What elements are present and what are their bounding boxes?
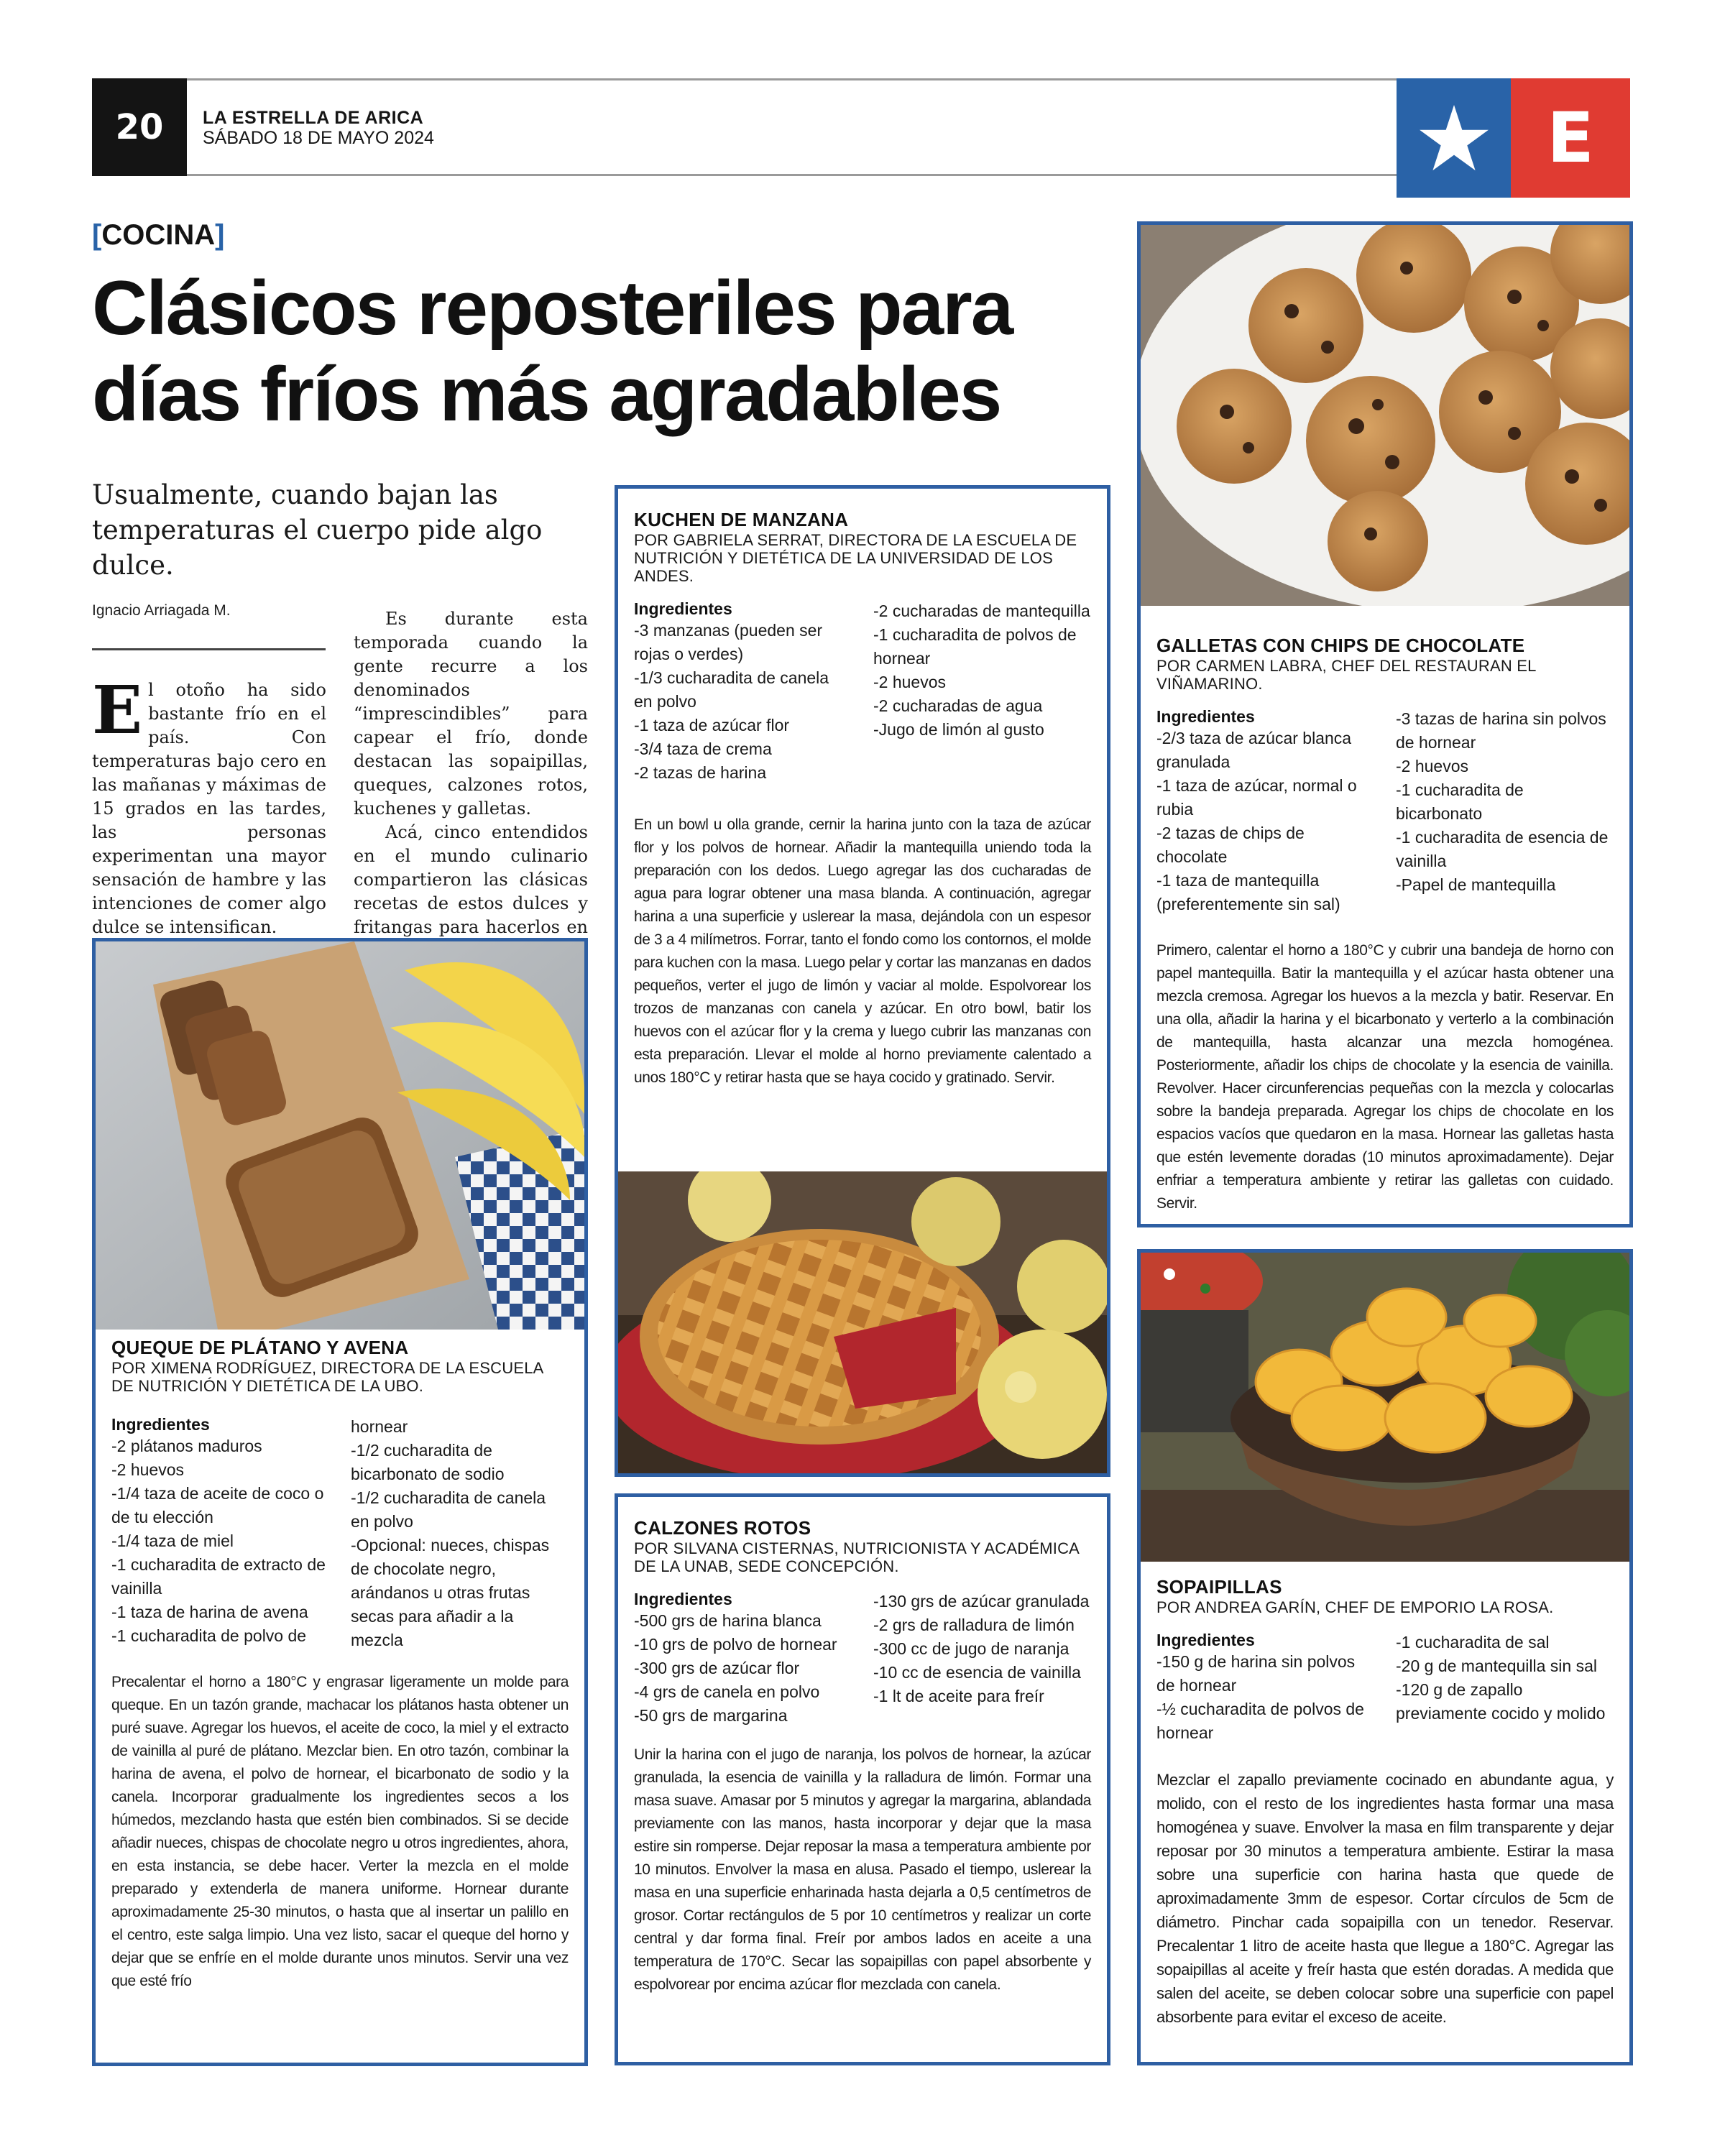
intro-paragraph-2: Acá, cinco entendidos en el mundo culinario compartieron las clásicas recetas de estos dulces y fritangas para hacerlos en (354, 821, 588, 964)
ingredient-item: -10 grs de polvo de hornear (634, 1635, 837, 1654)
star-icon (1397, 78, 1511, 198)
ingredient-item: -1/4 taza de miel (111, 1531, 234, 1550)
ingredient-item: -2 cucharadas de mantequilla (873, 602, 1090, 620)
ingredient-item: -20 g de mantequilla sin sal (1396, 1657, 1597, 1675)
recipe-author: POR GABRIELA SERRAT, DIRECTORA DE LA ESCUELA DE NUTRICIÓN Y DIETÉTICA DE LA UNIVERSIDAD DE LOS ANDES. (634, 531, 1077, 585)
recipe-instructions: Mezclar el zapallo previamente cocinado en abundante agua, y molido, con el resto de los ingredientes hasta formar una masa homogénea y suave. Envolver la masa en film transparente y dejar reposar por 30 minutos a temperatura ambiente. Estirar la masa sobre una superficie con harina hasta que quede de aproximadamente 3mm de espesor. Cortar círculos de 5cm de diámetro. Pinchar cada sopaipilla con un tenedor. Reservar. Precalentar 1 litro de aceite hasta que llegue a 180°C. Agregar las sopaipillas al aceite y freír hasta que estén doradas. A medida que salen del aceite, se deben colocar sobre una superficie con papel absorbente para evitar el exceso de aceite. (1156, 1771, 1614, 2026)
ingredient-item: -1 cucharadita de bicarbonato (1396, 780, 1524, 823)
ingredient-item: -50 grs de margarina (634, 1706, 788, 1725)
recipe-instructions: En un bowl u olla grande, cernir la harina junto con la taza de azúcar flor y los polvos de hornear. Añadir la mantequilla uniendo toda la preparación con los dedos. Luego agregar las dos cucharadas de agua para lograr obtener una masa blanda. A continuación, agregar harina a una superficie y uslerear la masa, dejándola con un espesor de 3 a 4 milímetros. Forrar, tanto el fondo como los contornos, el molde para kuchen con la masa. Luego pelar y cortar las manzanas en dados pequeños, verter el jugo de limón y vaciar al molde. Espolvorear los trozos de manzanas con canela y azúcar. En otro bowl, batir los huevos con el azúcar flor y la crema y luego cubrir las manzanas con esta preparación. Llevar el molde al horno previamente calentado a unos 180°C y retirar hasta que se haya cocido y gratinado. Servir. (634, 816, 1091, 1086)
ingredient-item: -2 plátanos maduros (111, 1437, 262, 1455)
ingredient-item: -2 grs de ralladura de limón (873, 1616, 1075, 1634)
page-number: 20 (92, 78, 187, 176)
ingredient-item: -Jugo de limón al gusto (873, 720, 1044, 739)
header-rule-top (92, 78, 1397, 80)
recipe-box-queque (92, 938, 588, 2066)
ingredient-item: -2/3 taza de azúcar blanca granulada (1156, 729, 1352, 771)
ingredient-item: -130 grs de azúcar granulada (873, 1592, 1090, 1611)
ingredients-heading: Ingredientes (634, 1590, 732, 1608)
subtitle: Usualmente, cuando bajan las temperaturas el cuerpo pide algo dulce. (92, 479, 543, 581)
ingredient-item: -1 cucharadita de polvos de hornear (873, 625, 1077, 668)
ingredient-item: -300 cc de jugo de naranja (873, 1639, 1070, 1658)
recipe-box-kuchen (615, 485, 1110, 1477)
ingredients-heading: Ingredientes (1156, 1631, 1255, 1649)
ingredient-item: -3 tazas de harina sin polvos de hornear (1396, 709, 1606, 752)
ingredient-item: -150 g de harina sin polvos de hornear (1156, 1652, 1356, 1695)
ingredient-item: -2 tazas de harina (634, 763, 767, 782)
intro-column-1 (92, 671, 326, 939)
ingredient-item: -4 grs de canela en polvo (634, 1682, 820, 1701)
issue-date: SÁBADO 18 DE MAYO 2024 (203, 128, 434, 148)
ingredient-item: -1 taza de azúcar flor (634, 716, 790, 734)
header-rule-bottom (92, 174, 1397, 176)
ingredient-item: -1 cucharadita de polvo de (111, 1626, 307, 1645)
recipe-box-calzones (615, 1493, 1110, 2065)
recipe-box-galletas (1137, 221, 1633, 1227)
intro-column-2 (354, 607, 588, 964)
recipe-title: GALLETAS CON CHIPS DE CHOCOLATE (1156, 635, 1525, 656)
ingredient-item: -500 grs de harina blanca (634, 1611, 822, 1630)
byline: Ignacio Arriagada M. (92, 602, 231, 619)
ingredient-item: -1/3 cucharadita de canela en polvo (634, 668, 829, 711)
apple-pie-photo (618, 1171, 1107, 1473)
sopaipillas-bowl-photo (1141, 1253, 1629, 1562)
ingredient-item: -2 huevos (111, 1460, 185, 1479)
recipe-title: KUCHEN DE MANZANA (634, 509, 849, 530)
intro-text-1: l otoño ha sido bastante frío en el país. Con temperaturas bajo cero en las mañanas y máximas de 15 grados en las tardes, las personas experimentan una mayor sensación de hambre y las intenciones de comer algo dulce se intensifican. (92, 680, 326, 937)
recipe-title: CALZONES ROTOS (634, 1517, 811, 1539)
ingredients-list (1156, 707, 1614, 916)
ingredients-heading: Ingredientes (111, 1415, 210, 1434)
ingredient-item: -2 huevos (873, 673, 947, 691)
ingredients-list (1156, 1631, 1614, 1745)
ingredient-item: -2 cucharadas de agua (873, 696, 1043, 715)
ingredient-item: -½ cucharadita de polvos de hornear (1156, 1700, 1364, 1742)
ingredients-list (634, 599, 1091, 785)
drop-cap: E (92, 671, 143, 749)
ingredient-item: -3 manzanas (pueden ser rojas o verdes) (634, 621, 823, 663)
ingredient-item: -1 taza de mantequilla (preferentemente sin sal) (1156, 871, 1340, 913)
ingredients-heading: Ingredientes (1156, 707, 1255, 726)
ingredient-item: -3/4 taza de crema (634, 740, 772, 758)
ingredient-item: -1/4 taza de aceite de coco o de tu elección (111, 1484, 324, 1526)
ingredient-item: -Papel de mantequilla (1396, 875, 1556, 894)
ingredient-item: -1 taza de azúcar, normal o rubia (1156, 776, 1357, 819)
recipe-author: POR XIMENA RODRÍGUEZ, DIRECTORA DE LA ESCUELA DE NUTRICIÓN Y DIETÉTICA DE LA UBO. (111, 1359, 543, 1395)
recipe-instructions: Precalentar el horno a 180°C y engrasar ligeramente un molde para queque. En un tazón grande, machacar los plátanos hasta obtener un puré suave. Agregar los huevos, el aceite de coco, la miel y el extracto de vainilla al puré de plátano. Mezclar bien. En otro tazón, combinar la harina de avena, el polvo de hornear, el bicarbonato de sodio y la canela. Incorporar gradualmente los ingredientes secos a los húmedos, mezclando hasta que estén bien combinados. Si se decide añadir nueces, chispas de chocolate negro u otros ingredientes, ahora, en esta instancia, se debe hacer. Verter la mezcla en el molde preparado y extenderla de manera uniforme. Hornear durante aproximadamente 25-30 minutos, o hasta que al insertar un palillo en el centro, este salga limpio. Una vez listo, sacar el queque del horno y dejar que se enfríe en el molde durante unos minutos. Servir una vez que esté frío (111, 1674, 569, 1989)
recipe-instructions: Unir la harina con el jugo de naranja, los polvos de hornear, la azúcar granulada, la esencia de vainilla y la ralladura de limón. Formar una masa suave. Amasar por 5 minutos y agregar la margarina, ablandada previamente con las manos, hasta incorporar y dejar que la masa estire sin romperse. Dejar reposar la masa a temperatura ambiente por 10 minutos. Envolver la masa en alusa. Pasado el tiempo, uslerear la masa en una superficie enharinada hasta dejarla a 0,5 centímetros de grosor. Cortar rectángulos de 5 por 10 centímetros y realizar un corte central y dar forma final. Freír por ambos lados en aceite a una temperatura de 170°C. Secar las sopaipillas con papel absorbente y espolvorear por encima azúcar flor mezclada con canela. (634, 1746, 1091, 1993)
ingredient-item: hornear (351, 1417, 408, 1436)
ingredient-item: -1/2 cucharadita de canela en polvo (351, 1488, 546, 1531)
recipe-instructions: Primero, calentar el horno a 180°C y cubrir una bandeja de horno con papel mantequilla. Batir la mantequilla y el azúcar hasta obtener una mezcla cremosa. Agregar los huevos a la mezcla y batir. Reservar. En una olla, añadir la harina y el bicarbonato y verterlo a la combinación de mantequilla, hasta alcanzar una mezcla homogénea. Posteriormente, añadir los chips de chocolate y la esencia de vainilla. Revolver. Hacer circunferencias pequeñas con la mezcla y colocarlas sobre la bandeja preparada. Agregar los chips de chocolate en los espacios vacíos que quedaron en la masa. Hornear las galletas hasta que estén levemente doradas (10 minutos aproximadamente). Dejar enfriar a temperatura ambiente y retirar las galletas con cuidado. Servir. (1156, 942, 1614, 1212)
recipe-author: POR ANDREA GARÍN, CHEF DE EMPORIO LA ROSA. (1156, 1598, 1554, 1616)
ingredient-item: -2 tazas de chips de chocolate (1156, 824, 1305, 866)
banana-bread-photo (96, 941, 584, 1330)
ingredient-item: -2 huevos (1396, 757, 1469, 775)
intro-paragraph-1: Es durante esta temporada cuando la gente recurre a los denominados “imprescindibles” para capear el frío, donde destacan las sopaipillas, queques, calzones rotos, kuchenes y galletas. (354, 609, 588, 819)
recipe-author: POR CARMEN LABRA, CHEF DEL RESTAURAN EL VIÑAMARINO. (1156, 657, 1536, 693)
ingredients-list (634, 1590, 1091, 1728)
recipe-author: POR SILVANA CISTERNAS, NUTRICIONISTA Y ACADÉMICA DE LA UNAB, SEDE CONCEPCIÓN. (634, 1539, 1079, 1575)
byline-divider (92, 648, 326, 650)
ingredient-item: -1 cucharadita de esencia de vainilla (1396, 828, 1609, 870)
chocolate-chip-cookies-photo (1141, 225, 1629, 606)
section-letter-badge: E (1511, 78, 1630, 198)
ingredient-item: -1 lt de aceite para freír (873, 1687, 1044, 1705)
ingredient-item: -120 g de zapallo previamente cocido y molido (1396, 1680, 1606, 1723)
ingredient-item: -Opcional: nueces, chispas de chocolate negro, arándanos u otras frutas secas para añadir a la mezcla (351, 1536, 550, 1649)
ingredient-item: -1 taza de harina de avena (111, 1603, 308, 1621)
ingredient-item: -1 cucharadita de sal (1396, 1633, 1550, 1651)
ingredient-item: -10 cc de esencia de vainilla (873, 1663, 1081, 1682)
headline: Clásicos reposteriles para días fríos más agradables (92, 264, 1013, 437)
recipe-title: QUEQUE DE PLÁTANO Y AVENA (111, 1337, 409, 1358)
ingredients-heading: Ingredientes (634, 599, 732, 618)
ingredient-item: -300 grs de azúcar flor (634, 1659, 800, 1677)
section-tag: [COCINA] (92, 219, 225, 251)
recipe-title: SOPAIPILLAS (1156, 1576, 1282, 1598)
recipe-box-sopaipillas (1137, 1249, 1633, 2065)
ingredients-list (111, 1415, 569, 1652)
ingredient-item: -1 cucharadita de extracto de vainilla (111, 1555, 326, 1598)
newspaper-name: LA ESTRELLA DE ARICA (203, 108, 424, 128)
ingredient-item: -1/2 cucharadita de bicarbonato de sodio (351, 1441, 505, 1483)
